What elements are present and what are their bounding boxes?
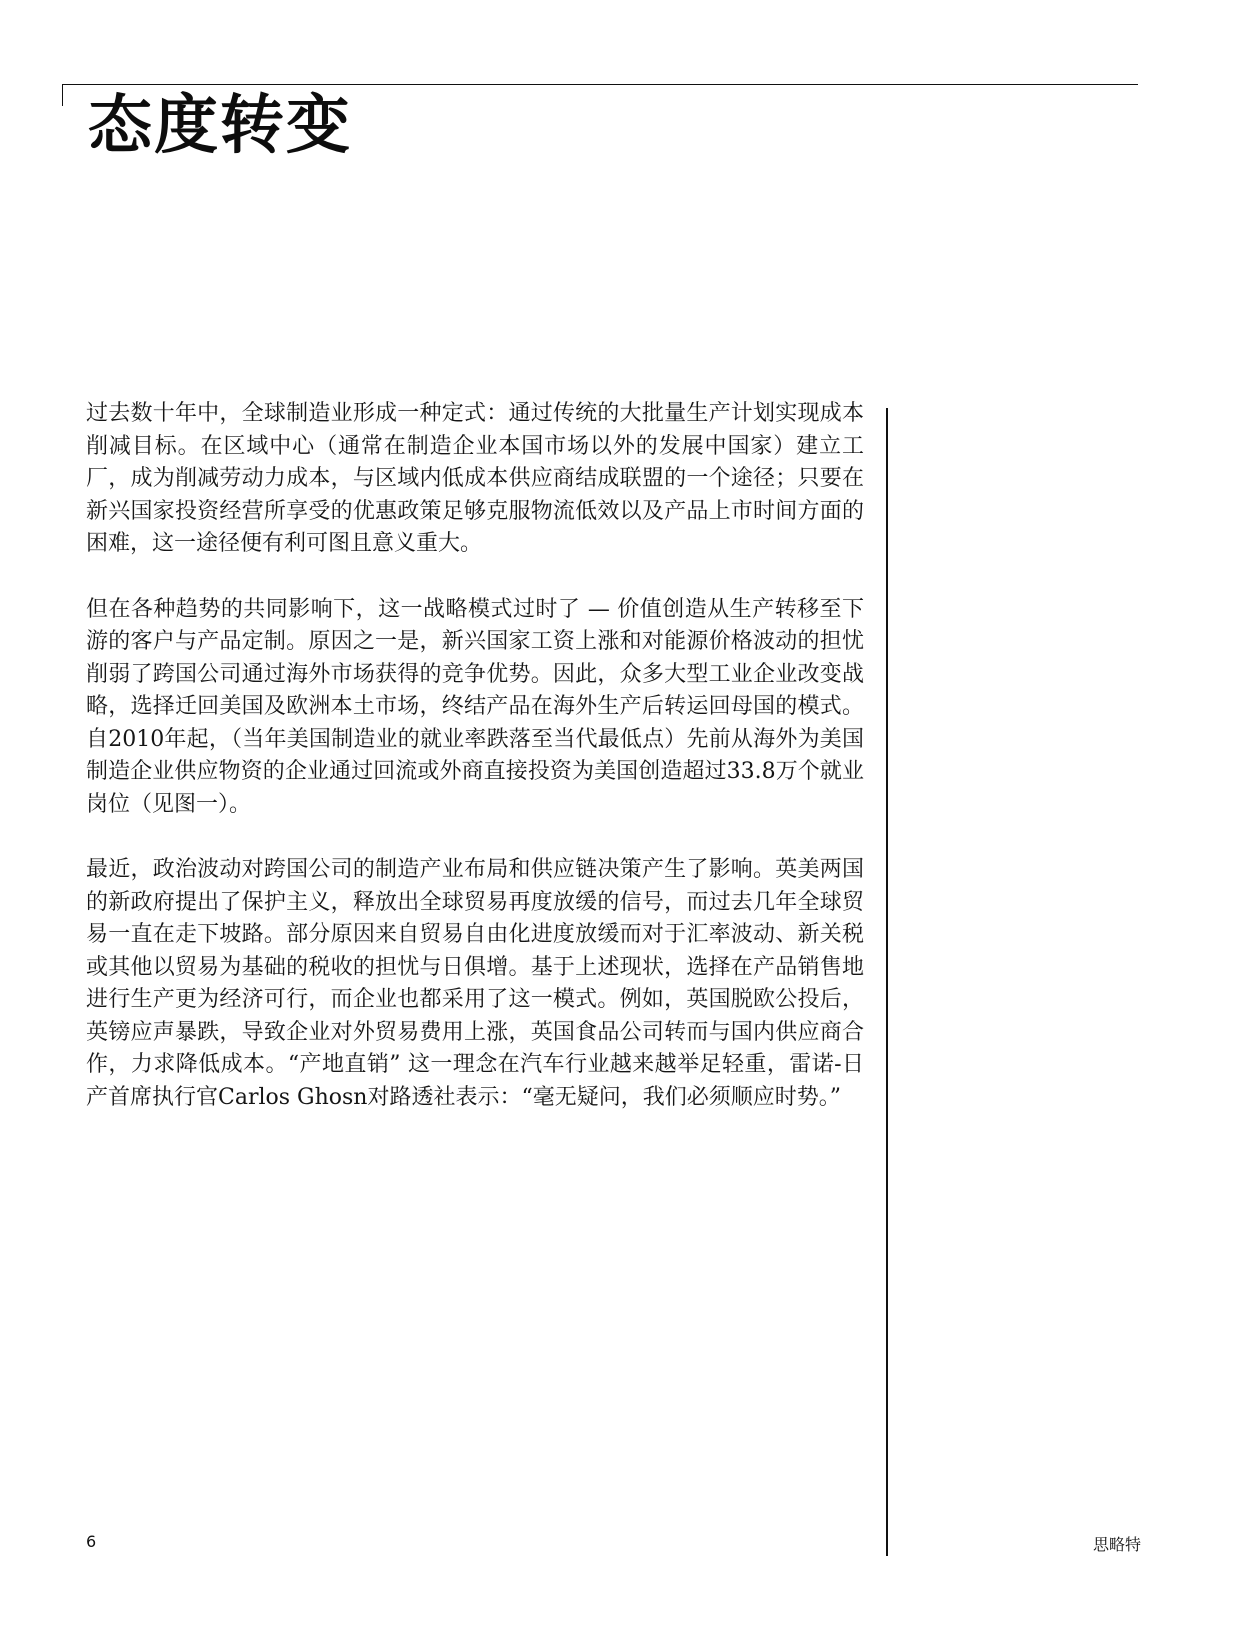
body-text — [86, 398, 864, 1147]
paragraph-3: 最近，政治波动对跨国公司的制造产业布局和供应链决策产生了影响。英美两国的新政府提出了保护主义，释放出全球贸易再度放缓的信号，而过去几年全球贸易一直在走下坡路。部分原因来自贸易自由化进度放缓而对于汇率波动、新关税或其他以贸易为基础的税收的担忧与日俱增。基于上述现状，选择在产品销售地进行生产更为经济可行，而企业也都采用了这一模式。例如，英国脱欧公投后，英镑应声暴跌，导致企业对外贸易费用上涨，英国食品公司转而与国内供应商合作，力求降低成本。“产地直销” 这一理念在汽车行业越来越举足轻重，雷诺-日产首席执行官Carlos Ghosn对路透社表示：“毫无疑问，我们必须顺应时势。” — [86, 857, 864, 1110]
brand-name: 思略特 — [1092, 1535, 1141, 1554]
page-number: 6 — [86, 1532, 97, 1551]
corner-tick — [62, 84, 63, 106]
paragraph-2: 但在各种趋势的共同影响下，这一战略模式过时了 — 价值创造从生产转移至下游的客户与产品定制。原因之一是，新兴国家工资上涨和对能源价格波动的担忧削弱了跨国公司通过海外市场获得的竞争优势。因此，众多大型工业企业改变战略，选择迁回美国及欧洲本土市场，终结产品在海外生产后转运回母国的模式。自2010年起，（当年美国制造业的就业率跌落至当代最低点）先前从海外为美国制造企业供应物资的企业通过回流或外商直接投资为美国创造超过33.8万个就业岗位（见图一）。 — [86, 596, 864, 817]
top-rule — [62, 84, 1138, 85]
page-title: 态度转变 — [88, 88, 352, 163]
column-divider — [886, 408, 888, 1556]
paragraph-1: 过去数十年中，全球制造业形成一种定式：通过传统的大批量生产计划实现成本削减目标。在区域中心（通常在制造企业本国市场以外的发展中国家）建立工厂，成为削减劳动力成本，与区域内低成本供应商结成联盟的一个途径；只要在新兴国家投资经营所享受的优惠政策足够克服物流低效以及产品上市时间方面的困难，这一途径便有利可图且意义重大。 — [86, 401, 864, 556]
